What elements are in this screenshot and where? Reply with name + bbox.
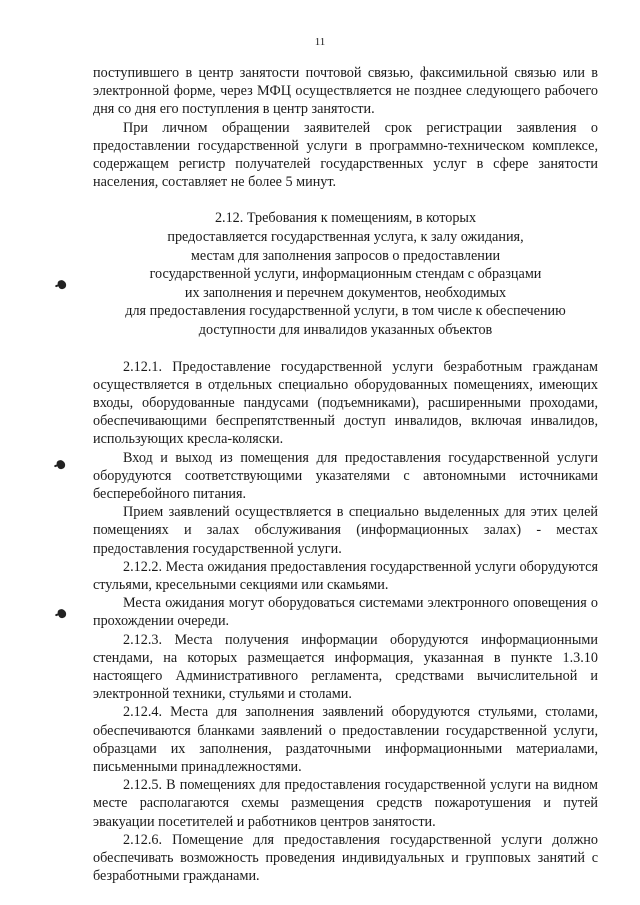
paragraph-2-12-2: 2.12.2. Места ожидания предоставления государственной услуги оборудуются стульями, кресельными секциями или скамьями. [93,558,598,594]
paragraph-continuation: поступившего в центр занятости почтовой связью, факсимильной связью или в электронной форме, через МФЦ осуществляется не позднее следующего рабочего дня со дня его поступления в центр занятости. [93,65,598,118]
heading-line: предоставляется государственная услуга, к залу ожидания, [167,229,524,246]
scan-mark-icon [57,608,68,619]
document-body [93,64,598,885]
heading-line: государственной услуги, информационным стендам с образцами [149,266,542,283]
scan-mark-icon [56,459,67,470]
section-heading-2-12 [93,209,598,339]
paragraph-reception: Прием заявлений осуществляется в специально выделенных для этих целей помещениях и залах обслуживания (информационных залах) - местах предоставления государственной услуги. [93,504,598,557]
scan-mark-icon [57,279,68,290]
heading-line: 2.12. Требования к помещениям, в которых [214,210,477,227]
paragraph-2-12-4: 2.12.4. Места для заполнения заявлений оборудуются стульями, столами, обеспечиваются бланками заявлений о предоставлении государственной услуги, образцами их заполнения, раздаточными информационными материалами, письменными принадлежностями. [93,704,598,776]
heading-line: местам для заполнения запросов о предоставлении [190,247,501,264]
paragraph-2-12-6: 2.12.6. Помещение для предоставления государственной услуги должно обеспечивать возможность проведения индивидуальных и групповых занятий с безработными гражданами. [93,831,598,885]
heading-line: их заполнения и перечнем документов, необходимых [184,284,507,301]
paragraph-2-12-1: 2.12.1. Предоставление государственной услуги безработным гражданам осуществляется в отдельных специально оборудованных помещениях, имеющих входы, оборудованные пандусами (подъемниками), расширенными проходами, обеспечивающими беспрепятственный доступ инвалидов, включая инвалидов, использующих кресла-коляски. [93,358,598,448]
page-number: 11 [314,36,326,48]
heading-line: доступности для инвалидов указанных объектов [198,321,493,338]
paragraph-2-12-3: 2.12.3. Места получения информации оборудуются информационными стендами, на которых размещается информация, указанная в пункте 1.3.10 настоящего Административного регламента, средствами вычислительной и электронной техники, стульями и столами. [93,631,598,703]
paragraph-entrance-exit: Вход и выход из помещения для предоставления государственной услуги оборудуются соответствующими указателями с автономными источниками бесперебойного питания. [93,449,598,502]
paragraph-registration-time: При личном обращении заявителей срок регистрации заявления о предоставлении государственной услуги в программно-техническом комплексе, содержащем регистр получателей государственных услуг в сфере занятости населения, составляет не более 5 минут. [93,119,598,191]
paragraph-waiting-notification: Места ожидания могут оборудоваться системами электронного оповещения о прохождении очереди. [93,595,598,630]
paragraph-2-12-5: 2.12.5. В помещениях для предоставления государственной услуги на видном месте располагаются схемы размещения средств пожаротушения и путей эвакуации посетителей и работников центров занятости. [93,777,598,830]
heading-line: для предоставления государственной услуги, в том числе к обеспечению [125,303,566,320]
